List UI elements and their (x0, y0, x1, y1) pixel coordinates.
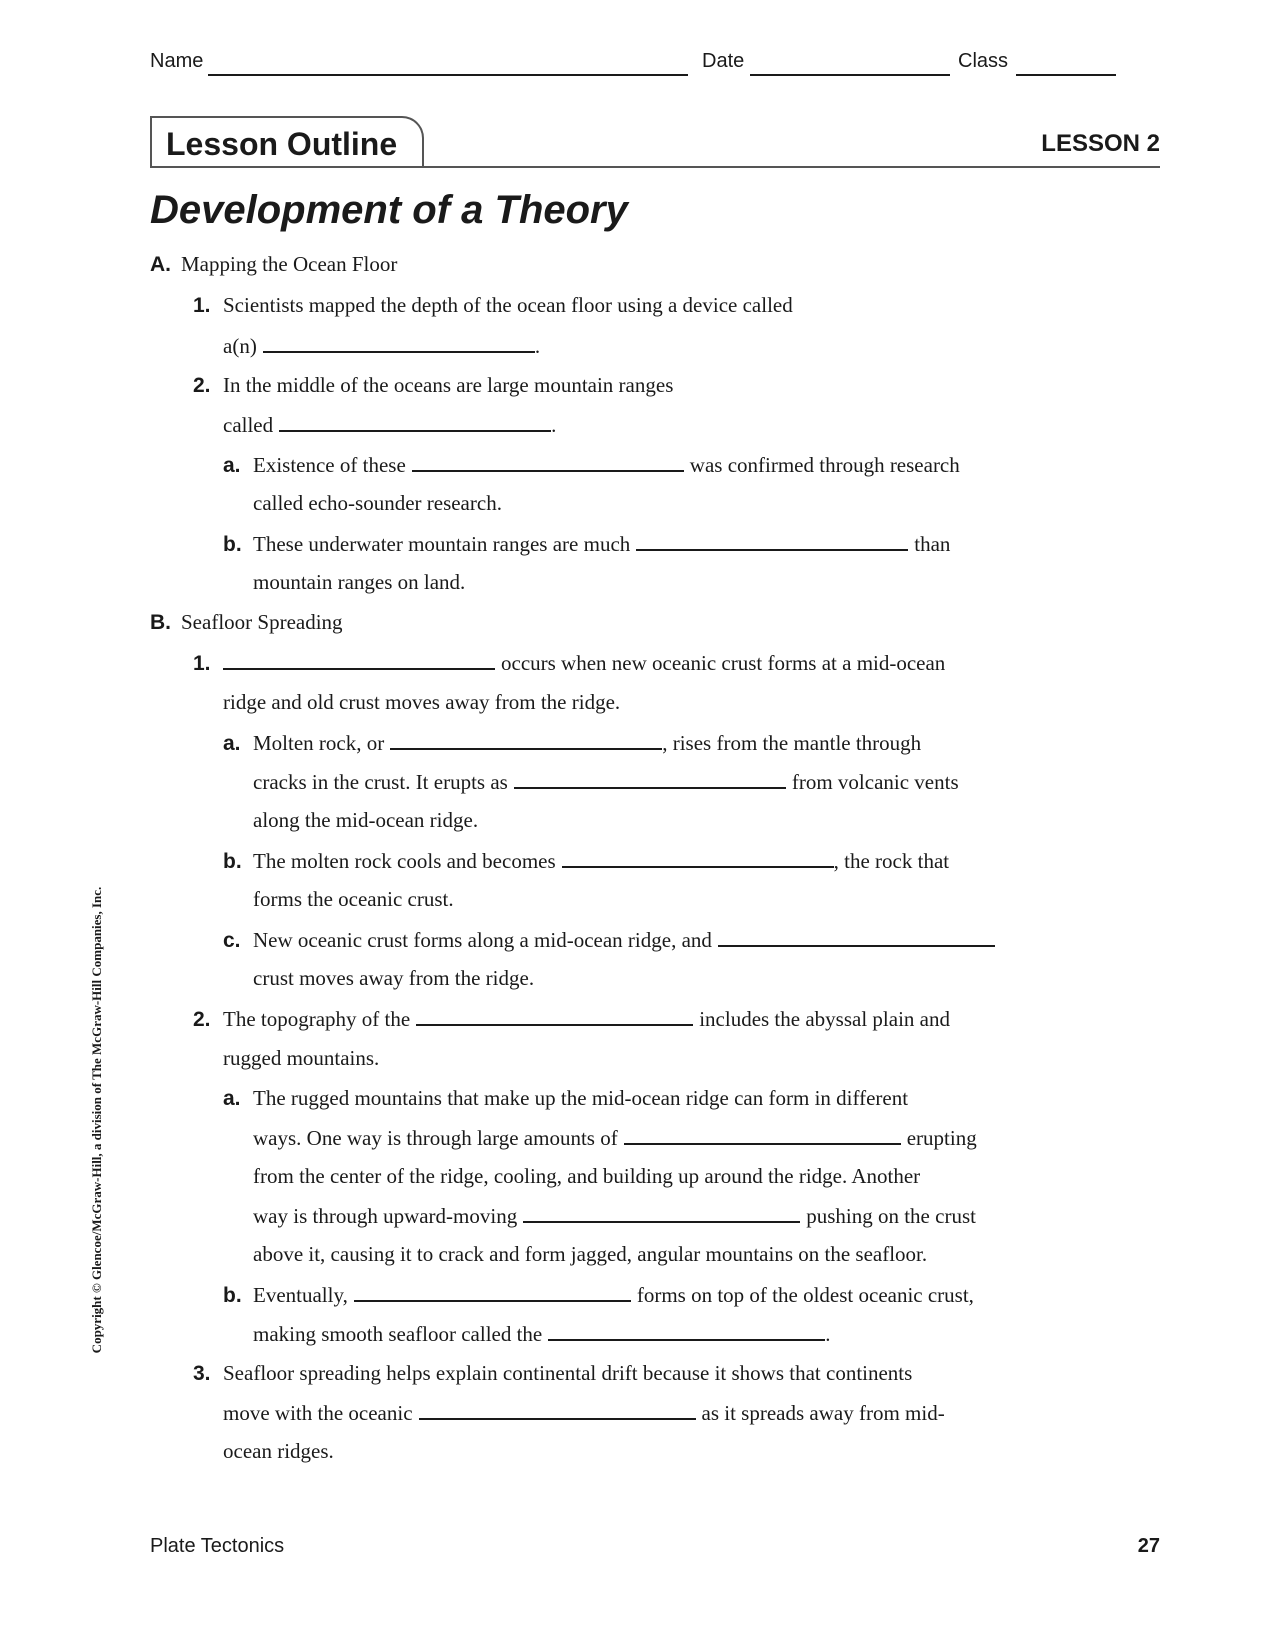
a2a-line1 (223, 452, 960, 478)
item-marker: b. (223, 533, 242, 556)
text: The topography of the (223, 1007, 411, 1031)
page-number: 27 (1137, 1535, 1160, 1557)
text: cracks in the crust. It erupts as (253, 770, 508, 794)
item-marker: a. (223, 1087, 241, 1110)
text: , rises from the mantle through (662, 731, 922, 755)
text: pushing on the crust (806, 1204, 976, 1228)
text: ways. One way is through large amounts of (253, 1126, 618, 1150)
text: New oceanic crust forms along a mid-ocean ridge, and (253, 928, 712, 952)
answer-blank[interactable] (548, 1321, 825, 1341)
lesson-outline-title: Lesson Outline (166, 126, 398, 162)
text: Molten rock, or (253, 731, 385, 755)
text: a(n) (223, 334, 257, 358)
text: Eventually, (253, 1283, 348, 1307)
name-label: Name (150, 50, 204, 72)
date-field[interactable] (750, 74, 950, 76)
b2a-line5: above it, causing it to crack and form jagged, angular mountains on the seafloor. (253, 1242, 928, 1266)
item-marker: 1. (193, 652, 211, 675)
answer-blank[interactable] (354, 1282, 631, 1302)
lesson-outline-tab (150, 116, 424, 166)
text: In the middle of the oceans are large mountain ranges (223, 373, 674, 397)
answer-blank[interactable] (263, 333, 535, 353)
text: Scientists mapped the depth of the ocean floor using a device called (223, 293, 793, 317)
item-marker: c. (223, 929, 241, 952)
text: . (825, 1322, 831, 1346)
item-marker: 1. (193, 294, 211, 317)
text: The molten rock cools and becomes (253, 849, 556, 873)
page-title: Development of a Theory (150, 188, 628, 232)
header-fields (150, 50, 1160, 80)
a2-line1 (193, 373, 673, 398)
item-marker: a. (223, 454, 241, 477)
class-field[interactable] (1016, 74, 1116, 76)
text: called (223, 413, 274, 437)
text: erupting (906, 1126, 977, 1150)
b1a-line3: along the mid-ocean ridge. (253, 808, 479, 832)
a2-line2 (223, 412, 556, 437)
answer-blank[interactable] (624, 1125, 901, 1145)
answer-blank[interactable] (390, 730, 662, 750)
text: includes the abyssal plain and (699, 1007, 950, 1031)
a2b-line2: mountain ranges on land. (253, 570, 466, 594)
header-divider (150, 166, 1160, 168)
section-a-heading (150, 252, 397, 277)
text: way is through upward-moving (253, 1204, 518, 1228)
a2a-line2: called echo-sounder research. (253, 491, 502, 515)
lesson-number: LESSON 2 (1041, 130, 1160, 157)
section-title: Seafloor Spreading (181, 610, 343, 634)
section-title: Mapping the Ocean Floor (181, 252, 398, 276)
b1c-line1 (223, 927, 1001, 953)
section-b-heading (150, 610, 343, 635)
answer-blank[interactable] (562, 848, 834, 868)
text: than (914, 532, 951, 556)
answer-blank[interactable] (523, 1203, 800, 1223)
b2b-line2 (253, 1321, 831, 1346)
class-label: Class (958, 50, 1009, 72)
b1c-line2: crust moves away from the ridge. (253, 966, 535, 990)
b1-line2: ridge and old crust moves away from the ridge. (223, 690, 621, 714)
text: . (551, 413, 557, 437)
copyright-notice: Copyright © Glencoe/McGraw-Hill, a division of The McGraw-Hill Companies, Inc. (89, 886, 104, 1354)
b1a-line2 (253, 769, 959, 794)
item-marker: a. (223, 732, 241, 755)
b1a-line1 (223, 730, 921, 756)
item-marker: 2. (193, 374, 211, 397)
b3-line3: ocean ridges. (223, 1439, 334, 1463)
answer-blank[interactable] (223, 650, 495, 670)
text: move with the oceanic (223, 1401, 413, 1425)
text: as it spreads away from mid- (701, 1401, 945, 1425)
answer-blank[interactable] (718, 927, 995, 947)
text: Seafloor spreading helps explain continental drift because it shows that continents (223, 1361, 913, 1385)
b1b-line1 (223, 848, 949, 874)
name-field[interactable] (208, 74, 688, 76)
text: from volcanic vents (791, 770, 959, 794)
answer-blank[interactable] (514, 769, 786, 789)
answer-blank[interactable] (636, 531, 908, 551)
text: was confirmed through research (689, 453, 960, 477)
text: , the rock that (833, 849, 950, 873)
text: Existence of these (253, 453, 406, 477)
answer-blank[interactable] (412, 452, 684, 472)
answer-blank[interactable] (279, 412, 551, 432)
a1-line2 (223, 333, 540, 358)
b1b-line2: forms the oceanic crust. (253, 887, 454, 911)
text: making smooth seafloor called the (253, 1322, 543, 1346)
footer-chapter: Plate Tectonics (150, 1535, 285, 1557)
b2a-line3: from the center of the ridge, cooling, and building up around the ridge. Another (253, 1164, 921, 1188)
b3-line1 (193, 1361, 912, 1386)
b2-line2: rugged mountains. (223, 1046, 380, 1070)
b2-line1 (193, 1006, 950, 1032)
b3-line2 (223, 1400, 945, 1425)
answer-blank[interactable] (416, 1006, 693, 1026)
b1-line1 (193, 650, 945, 676)
a2b-line1 (223, 531, 950, 557)
b2a-line1 (223, 1086, 908, 1111)
item-marker: b. (223, 850, 242, 873)
answer-blank[interactable] (419, 1400, 696, 1420)
b2a-line4 (253, 1203, 976, 1228)
section-marker: A. (150, 253, 171, 276)
text: occurs when new oceanic crust forms at a mid-ocean (501, 651, 946, 675)
a1-line1 (193, 293, 793, 318)
text: The rugged mountains that make up the mid-ocean ridge can form in different (253, 1086, 909, 1110)
section-marker: B. (150, 611, 171, 634)
item-marker: 3. (193, 1362, 211, 1385)
text: . (534, 334, 541, 358)
text: forms on top of the oldest oceanic crust, (636, 1283, 974, 1307)
item-marker: 2. (193, 1008, 211, 1031)
text: These underwater mountain ranges are much (253, 532, 631, 556)
b2b-line1 (223, 1282, 974, 1308)
b2a-line2 (253, 1125, 977, 1150)
date-label: Date (702, 50, 745, 72)
item-marker: b. (223, 1284, 242, 1307)
